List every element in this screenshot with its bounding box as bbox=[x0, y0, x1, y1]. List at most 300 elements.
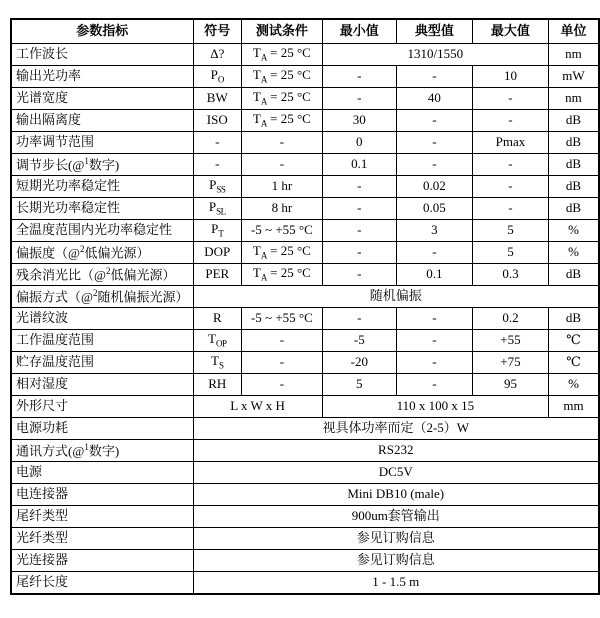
value-cell bbox=[322, 66, 396, 88]
value-cell bbox=[193, 154, 242, 176]
cell-text: - bbox=[432, 354, 437, 370]
spec-table-body bbox=[11, 44, 599, 595]
value-cell bbox=[242, 66, 323, 88]
cell-text: 8 hr bbox=[271, 200, 293, 216]
value-cell bbox=[193, 550, 599, 572]
cell-text: % bbox=[568, 244, 579, 260]
value-cell bbox=[193, 462, 599, 484]
cell-text: 光纤类型 bbox=[16, 530, 69, 546]
table-row bbox=[11, 550, 599, 572]
cell-text: 全温度范围内光功率稳定性 bbox=[16, 222, 173, 238]
value-cell bbox=[548, 264, 599, 286]
value-cell bbox=[322, 154, 396, 176]
value-cell bbox=[193, 242, 242, 264]
cell-text: BW bbox=[206, 90, 228, 106]
cell-text: - bbox=[508, 178, 513, 194]
table-row bbox=[11, 88, 599, 110]
cell-text: +75 bbox=[500, 354, 521, 370]
param-cell bbox=[11, 330, 193, 352]
cell-text: - bbox=[432, 332, 437, 348]
param-cell bbox=[11, 176, 193, 198]
cell-text: - bbox=[279, 354, 285, 370]
cell-text: Mini DB10 (male) bbox=[347, 486, 445, 502]
value-cell bbox=[472, 352, 548, 374]
cell-text: T bbox=[211, 352, 219, 368]
cell-text: 数字) bbox=[88, 443, 120, 459]
cell-text: T bbox=[252, 110, 261, 126]
value-cell bbox=[322, 44, 548, 66]
value-cell bbox=[242, 110, 323, 132]
cell-text: 1 hr bbox=[271, 178, 293, 194]
cell-text: - bbox=[432, 134, 437, 150]
cell-text: 随机偏振光源） bbox=[97, 289, 189, 305]
column-header-1: 符号 bbox=[193, 19, 242, 44]
cell-text: -5 ~ +55 °C bbox=[250, 310, 313, 326]
param-cell bbox=[11, 506, 193, 528]
cell-text: % bbox=[568, 222, 579, 238]
cell-text: nm bbox=[565, 90, 582, 106]
value-cell bbox=[396, 242, 472, 264]
param-cell bbox=[11, 440, 193, 462]
superscript-text: 2 bbox=[92, 287, 98, 298]
param-cell bbox=[11, 308, 193, 330]
table-row bbox=[11, 198, 599, 220]
value-cell bbox=[193, 484, 599, 506]
cell-text: nm bbox=[565, 46, 582, 62]
value-cell bbox=[193, 572, 599, 595]
value-cell bbox=[242, 242, 323, 264]
cell-text: L x W x H bbox=[230, 398, 285, 414]
column-header-3: 最小值 bbox=[322, 19, 396, 44]
cell-text: 残余消光比（@ bbox=[16, 267, 106, 283]
value-cell bbox=[472, 220, 548, 242]
value-cell bbox=[548, 154, 599, 176]
table-row bbox=[11, 264, 599, 286]
value-cell bbox=[548, 374, 599, 396]
value-cell bbox=[193, 44, 242, 66]
cell-text: P bbox=[209, 176, 217, 192]
value-cell bbox=[193, 396, 322, 418]
subscript-text: OP bbox=[215, 338, 227, 349]
cell-text: 短期光功率稳定性 bbox=[16, 178, 121, 194]
column-header-6: 单位 bbox=[548, 19, 599, 44]
cell-text: = 25 °C bbox=[266, 242, 311, 258]
cell-text: 光谱宽度 bbox=[16, 90, 69, 106]
value-cell bbox=[472, 88, 548, 110]
cell-text: T bbox=[252, 66, 261, 82]
value-cell bbox=[548, 44, 599, 66]
param-cell bbox=[11, 396, 193, 418]
cell-text: = 25 °C bbox=[266, 88, 311, 104]
cell-text: 95 bbox=[503, 376, 517, 392]
cell-text: 5 bbox=[356, 376, 363, 392]
value-cell bbox=[242, 88, 323, 110]
cell-text: - bbox=[432, 244, 437, 260]
table-row bbox=[11, 132, 599, 154]
value-cell bbox=[396, 220, 472, 242]
value-cell bbox=[193, 418, 599, 440]
value-cell bbox=[548, 352, 599, 374]
table-row bbox=[11, 66, 599, 88]
cell-text: dB bbox=[565, 266, 582, 282]
value-cell bbox=[322, 198, 396, 220]
value-cell bbox=[242, 132, 323, 154]
cell-text: mm bbox=[563, 398, 584, 414]
cell-text: 长期光功率稳定性 bbox=[16, 200, 121, 216]
value-cell bbox=[193, 308, 242, 330]
value-cell bbox=[242, 308, 323, 330]
cell-text: = 25 °C bbox=[266, 66, 311, 82]
cell-text: 0.02 bbox=[423, 178, 446, 194]
value-cell bbox=[322, 176, 396, 198]
cell-text: P bbox=[211, 220, 219, 236]
cell-text: 0.1 bbox=[426, 266, 443, 282]
value-cell bbox=[472, 110, 548, 132]
subscript-text: SL bbox=[216, 206, 226, 217]
cell-text: - bbox=[279, 332, 285, 348]
table-row bbox=[11, 484, 599, 506]
param-cell bbox=[11, 198, 193, 220]
value-cell bbox=[193, 110, 242, 132]
cell-text: 通讯方式(@ bbox=[16, 443, 85, 459]
subscript-text: A bbox=[260, 118, 267, 129]
value-cell bbox=[396, 176, 472, 198]
cell-text: - bbox=[357, 200, 362, 216]
value-cell bbox=[322, 308, 396, 330]
cell-text: 输出隔离度 bbox=[16, 112, 82, 128]
cell-text: - bbox=[279, 376, 285, 392]
value-cell bbox=[322, 264, 396, 286]
value-cell bbox=[193, 132, 242, 154]
value-cell bbox=[322, 88, 396, 110]
cell-text: - bbox=[357, 310, 362, 326]
cell-text: - bbox=[508, 112, 513, 128]
cell-text: DC5V bbox=[378, 464, 413, 480]
value-cell bbox=[396, 132, 472, 154]
cell-text: 功率调节范围 bbox=[16, 134, 95, 150]
value-cell bbox=[242, 154, 323, 176]
cell-text: dB bbox=[565, 112, 582, 128]
table-row bbox=[11, 418, 599, 440]
param-cell bbox=[11, 418, 193, 440]
cell-text: -20 bbox=[350, 354, 368, 370]
cell-text: dB bbox=[565, 134, 582, 150]
cell-text: 3 bbox=[431, 222, 438, 238]
cell-text: 10 bbox=[503, 68, 517, 84]
table-row bbox=[11, 154, 599, 176]
cell-text: 相对湿度 bbox=[16, 376, 69, 392]
cell-text: 0.05 bbox=[423, 200, 446, 216]
spec-table-head bbox=[11, 19, 599, 44]
cell-text: - bbox=[432, 68, 437, 84]
subscript-text: A bbox=[260, 272, 267, 283]
cell-text: 1 - 1.5 m bbox=[372, 574, 420, 590]
value-cell bbox=[322, 374, 396, 396]
subscript-text: SS bbox=[216, 184, 226, 195]
superscript-text: 1 bbox=[84, 155, 89, 166]
value-cell bbox=[396, 330, 472, 352]
value-cell bbox=[322, 220, 396, 242]
value-cell bbox=[322, 110, 396, 132]
table-row bbox=[11, 242, 599, 264]
value-cell bbox=[242, 198, 323, 220]
value-cell bbox=[193, 286, 599, 308]
value-cell bbox=[322, 396, 548, 418]
cell-text: T bbox=[252, 242, 261, 258]
cell-text: 电源功耗 bbox=[16, 420, 69, 436]
subscript-text: A bbox=[260, 96, 267, 107]
cell-text: RH bbox=[208, 376, 227, 392]
value-cell bbox=[396, 154, 472, 176]
cell-text: 低偏光源） bbox=[110, 267, 176, 283]
param-cell bbox=[11, 242, 193, 264]
cell-text: 贮存温度范围 bbox=[16, 354, 95, 370]
value-cell bbox=[242, 176, 323, 198]
cell-text: -5 ~ +55 °C bbox=[250, 222, 313, 238]
value-cell bbox=[242, 330, 323, 352]
cell-text: 输出光功率 bbox=[16, 68, 82, 84]
value-cell bbox=[193, 66, 242, 88]
table-row bbox=[11, 308, 599, 330]
value-cell bbox=[193, 88, 242, 110]
cell-text: 偏振度（@ bbox=[16, 245, 80, 261]
column-header-2: 测试条件 bbox=[242, 19, 323, 44]
value-cell bbox=[193, 198, 242, 220]
value-cell bbox=[472, 198, 548, 220]
param-cell bbox=[11, 264, 193, 286]
cell-text: - bbox=[215, 134, 220, 150]
cell-text: - bbox=[357, 266, 362, 282]
cell-text: - bbox=[215, 156, 220, 172]
subscript-text: S bbox=[218, 360, 224, 371]
param-cell bbox=[11, 154, 193, 176]
cell-text: 参见订购信息 bbox=[356, 552, 435, 568]
value-cell bbox=[193, 176, 242, 198]
cell-text: +55 bbox=[500, 332, 521, 348]
table-row bbox=[11, 352, 599, 374]
cell-text: 900um套管输出 bbox=[351, 508, 440, 524]
table-row bbox=[11, 462, 599, 484]
column-header-4: 典型值 bbox=[396, 19, 472, 44]
cell-text: 光谱纹波 bbox=[16, 310, 69, 326]
cell-text: - bbox=[357, 244, 362, 260]
table-row bbox=[11, 440, 599, 462]
cell-text: dB bbox=[565, 156, 582, 172]
cell-text: = 25 °C bbox=[266, 44, 311, 60]
value-cell bbox=[472, 264, 548, 286]
cell-text: 光连接器 bbox=[16, 552, 69, 568]
cell-text: ℃ bbox=[566, 354, 581, 370]
value-cell bbox=[472, 176, 548, 198]
cell-text: - bbox=[279, 156, 285, 172]
value-cell bbox=[193, 374, 242, 396]
cell-text: = 25 °C bbox=[266, 110, 311, 126]
param-cell bbox=[11, 352, 193, 374]
cell-text: - bbox=[508, 200, 513, 216]
cell-text: 尾纤类型 bbox=[16, 508, 69, 524]
value-cell bbox=[548, 330, 599, 352]
cell-text: 偏振方式（@ bbox=[16, 289, 93, 305]
column-header-0: 参数指标 bbox=[11, 19, 193, 44]
value-cell bbox=[548, 88, 599, 110]
value-cell bbox=[193, 352, 242, 374]
cell-text: 视具体功率而定（2-5）W bbox=[322, 420, 470, 436]
value-cell bbox=[548, 242, 599, 264]
table-row bbox=[11, 110, 599, 132]
value-cell bbox=[193, 330, 242, 352]
cell-text: 数字) bbox=[88, 157, 120, 173]
param-cell bbox=[11, 44, 193, 66]
cell-text: 调节步长(@ bbox=[16, 157, 85, 173]
value-cell bbox=[322, 330, 396, 352]
value-cell bbox=[242, 44, 323, 66]
value-cell bbox=[396, 66, 472, 88]
value-cell bbox=[548, 396, 599, 418]
value-cell bbox=[548, 132, 599, 154]
subscript-text: O bbox=[217, 74, 224, 85]
spec-table bbox=[10, 18, 600, 595]
value-cell bbox=[193, 440, 599, 462]
cell-text: 40 bbox=[427, 90, 441, 106]
superscript-text: 2 bbox=[79, 243, 85, 254]
table-row bbox=[11, 572, 599, 595]
cell-text: 随机偏振 bbox=[369, 288, 422, 304]
cell-text: 工作波长 bbox=[16, 46, 69, 62]
cell-text: 电连接器 bbox=[16, 486, 69, 502]
table-row bbox=[11, 286, 599, 308]
value-cell bbox=[472, 154, 548, 176]
cell-text: 尾纤长度 bbox=[16, 574, 69, 590]
value-cell bbox=[548, 220, 599, 242]
cell-text: T bbox=[252, 264, 261, 280]
value-cell bbox=[242, 220, 323, 242]
cell-text: dB bbox=[565, 310, 582, 326]
cell-text: - bbox=[357, 178, 362, 194]
cell-text: T bbox=[252, 88, 261, 104]
cell-text: - bbox=[432, 112, 437, 128]
value-cell bbox=[472, 242, 548, 264]
subscript-text: A bbox=[260, 52, 267, 63]
cell-text: - bbox=[279, 134, 285, 150]
value-cell bbox=[193, 528, 599, 550]
cell-text: - bbox=[432, 376, 437, 392]
cell-text: 工作温度范围 bbox=[16, 332, 95, 348]
cell-text: - bbox=[357, 68, 362, 84]
value-cell bbox=[472, 330, 548, 352]
table-row bbox=[11, 220, 599, 242]
cell-text: 0.2 bbox=[502, 310, 519, 326]
cell-text: - bbox=[432, 310, 437, 326]
value-cell bbox=[472, 66, 548, 88]
value-cell bbox=[242, 374, 323, 396]
cell-text: - bbox=[432, 156, 437, 172]
table-row bbox=[11, 176, 599, 198]
cell-text: 参见订购信息 bbox=[356, 530, 435, 546]
value-cell bbox=[242, 264, 323, 286]
value-cell bbox=[548, 110, 599, 132]
value-cell bbox=[193, 264, 242, 286]
param-cell bbox=[11, 572, 193, 595]
cell-text: 0.3 bbox=[502, 266, 519, 282]
cell-text: dB bbox=[565, 178, 582, 194]
table-row bbox=[11, 528, 599, 550]
param-cell bbox=[11, 550, 193, 572]
value-cell bbox=[396, 198, 472, 220]
cell-text: P bbox=[208, 198, 217, 214]
cell-text: = 25 °C bbox=[266, 264, 311, 280]
table-row bbox=[11, 330, 599, 352]
cell-text: T bbox=[252, 44, 261, 60]
value-cell bbox=[322, 242, 396, 264]
cell-text: ℃ bbox=[566, 332, 581, 348]
cell-text: 1310/1550 bbox=[407, 46, 464, 62]
cell-text: 0.1 bbox=[351, 156, 368, 172]
cell-text: ISO bbox=[206, 112, 228, 128]
param-cell bbox=[11, 286, 193, 308]
cell-text: dB bbox=[565, 200, 582, 216]
subscript-text: A bbox=[260, 250, 267, 261]
cell-text: 110 x 100 x 15 bbox=[396, 398, 475, 414]
cell-text: PER bbox=[205, 266, 230, 282]
cell-text: 5 bbox=[507, 244, 514, 260]
param-cell bbox=[11, 88, 193, 110]
value-cell bbox=[396, 308, 472, 330]
param-cell bbox=[11, 132, 193, 154]
cell-text: - bbox=[508, 90, 513, 106]
param-cell bbox=[11, 528, 193, 550]
superscript-text: 1 bbox=[84, 441, 89, 452]
value-cell bbox=[548, 176, 599, 198]
value-cell bbox=[548, 198, 599, 220]
value-cell bbox=[472, 308, 548, 330]
cell-text: 低偏光源） bbox=[84, 245, 150, 261]
value-cell bbox=[396, 88, 472, 110]
value-cell bbox=[193, 506, 599, 528]
cell-text: - bbox=[508, 156, 513, 172]
cell-text: 30 bbox=[352, 112, 366, 128]
value-cell bbox=[322, 352, 396, 374]
param-cell bbox=[11, 66, 193, 88]
cell-text: 电源 bbox=[16, 464, 43, 480]
cell-text: 外形尺寸 bbox=[16, 398, 69, 414]
cell-text: % bbox=[568, 376, 579, 392]
value-cell bbox=[193, 220, 242, 242]
subscript-text: A bbox=[260, 74, 267, 85]
cell-text: 5 bbox=[507, 222, 514, 238]
subscript-text: T bbox=[218, 228, 224, 239]
value-cell bbox=[396, 374, 472, 396]
column-header-5: 最大值 bbox=[472, 19, 548, 44]
cell-text: P bbox=[210, 66, 218, 82]
param-cell bbox=[11, 462, 193, 484]
table-row bbox=[11, 506, 599, 528]
value-cell bbox=[548, 308, 599, 330]
value-cell bbox=[472, 374, 548, 396]
value-cell bbox=[472, 132, 548, 154]
cell-text: T bbox=[208, 330, 216, 346]
cell-text: DOP bbox=[204, 244, 231, 260]
param-cell bbox=[11, 220, 193, 242]
table-row bbox=[11, 374, 599, 396]
cell-text: R bbox=[212, 310, 222, 326]
cell-text: Pmax bbox=[495, 134, 526, 150]
param-cell bbox=[11, 374, 193, 396]
cell-text: - bbox=[357, 222, 362, 238]
cell-text: Δ? bbox=[210, 46, 225, 62]
table-row bbox=[11, 44, 599, 66]
param-cell bbox=[11, 484, 193, 506]
value-cell bbox=[396, 110, 472, 132]
